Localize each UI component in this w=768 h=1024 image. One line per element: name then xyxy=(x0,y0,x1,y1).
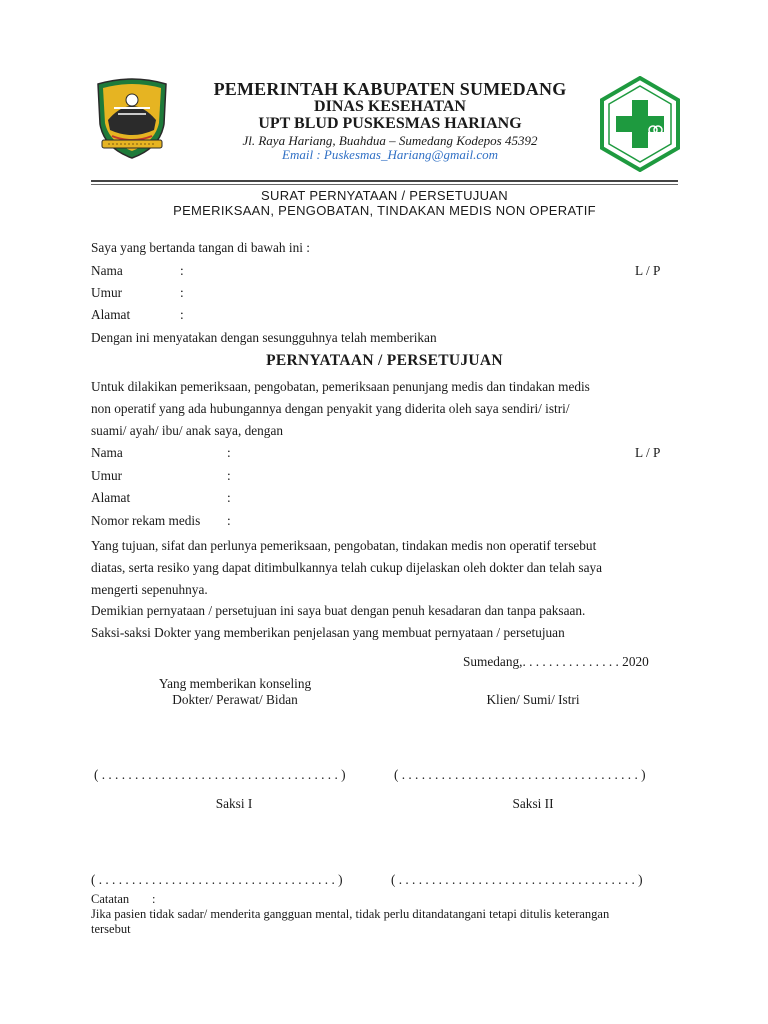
letterhead-email[interactable]: Email : Puskesmas_Hariang@gmail.com xyxy=(282,147,498,162)
counselor-roles: Dokter/ Perawat/ Bidan xyxy=(172,692,298,707)
statement-heading: PERNYATAAN / PERSETUJUAN xyxy=(266,352,503,369)
signer-address-label: Alamat xyxy=(91,307,131,322)
note-line-1: Jika pasien tidak sadar/ menderita gangguan mental, tidak perlu ditandatangani tetapi ditulis keterangan xyxy=(91,907,610,921)
patient-record-label: Nomor rekam medis xyxy=(91,513,201,528)
body-paragraph-1 xyxy=(91,376,678,442)
signer-age-label: Umur xyxy=(91,285,123,300)
counselor-signature-line[interactable]: ( . . . . . . . . . . . . . . . . . . . . . . . . . . . . . . . . . . . . ) xyxy=(94,767,346,782)
counselor-caption: Yang memberikan konseling xyxy=(158,676,312,691)
client-caption: Klien/ Sumi/ Istri xyxy=(486,692,580,707)
note-colon: : xyxy=(152,892,156,906)
patient-age-colon: : xyxy=(227,468,231,483)
signer-name-colon: : xyxy=(180,263,184,278)
patient-gender: L / P xyxy=(635,445,661,460)
witness-1-caption: Saksi I xyxy=(215,796,253,811)
doc-title-line1: SURAT PERNYATAAN / PERSETUJUAN xyxy=(261,188,508,203)
doc-title-line2: PEMERIKSAAN, PENGOBATAN, TINDAKAN MEDIS NON OPERATIF xyxy=(173,203,596,218)
header-rule-thick xyxy=(91,180,678,182)
body-paragraph-2 xyxy=(91,535,678,601)
client-signature-line[interactable]: ( . . . . . . . . . . . . . . . . . . . . . . . . . . . . . . . . . . . . ) xyxy=(394,767,646,782)
patient-name-colon: : xyxy=(227,445,231,460)
statement-text: Dengan ini menyatakan dengan sesungguhnya telah memberikan xyxy=(91,330,437,345)
body2-line: Yang tujuan, sifat dan perlunya pemeriksaan, pengobatan, tindakan medis non operatif tersebut xyxy=(91,538,597,553)
signer-gender: L / P xyxy=(635,263,661,278)
patient-address-colon: : xyxy=(227,490,231,505)
patient-address-label: Alamat xyxy=(91,490,131,505)
puskesmas-cross-icon xyxy=(598,76,682,172)
place-date: Sumedang,. . . . . . . . . . . . . . . 2020 xyxy=(463,654,649,669)
witness-2-caption: Saksi II xyxy=(512,796,554,811)
body1-line: non operatif yang ada hubungannya dengan penyakit yang diderita oleh saya sendiri/ istri/ xyxy=(91,401,570,416)
header-rule-thin xyxy=(91,184,678,185)
body2-line: diatas, serta resiko yang dapat ditimbulkannya telah cukup dijelaskan oleh dokter dan telah saya xyxy=(91,560,603,575)
intro-text: Saya yang bertanda tangan di bawah ini : xyxy=(91,240,310,255)
witness-note: Saksi-saksi Dokter yang memberikan penjelasan yang membuat pernyataan / persetujuan xyxy=(91,625,565,640)
note-label: Catatan xyxy=(91,892,130,906)
witness-2-signature-line[interactable]: ( . . . . . . . . . . . . . . . . . . . . . . . . . . . . . . . . . . . . ) xyxy=(391,872,643,887)
letterhead-department: DINAS KESEHATAN xyxy=(314,98,466,115)
signer-age-colon: : xyxy=(180,285,184,300)
signer-address-colon: : xyxy=(180,307,184,322)
letterhead-government: PEMERINTAH KABUPATEN SUMEDANG xyxy=(213,79,567,99)
body1-line: suami/ ayah/ ibu/ anak saya, dengan xyxy=(91,423,284,438)
witness-1-signature-line[interactable]: ( . . . . . . . . . . . . . . . . . . . . . . . . . . . . . . . . . . . . ) xyxy=(91,872,343,887)
patient-name-label: Nama xyxy=(91,445,123,460)
patient-age-label: Umur xyxy=(91,468,123,483)
signer-name-label: Nama xyxy=(91,263,123,278)
closing-text: Demikian pernyataan / persetujuan ini saya buat dengan penuh kesadaran dan tanpa paksaan. xyxy=(91,603,586,618)
letterhead-unit: UPT BLUD PUSKESMAS HARIANG xyxy=(258,115,522,132)
note-line-2: tersebut xyxy=(91,922,131,936)
body1-line: Untuk dilakikan pemeriksaan, pengobatan, pemeriksaan penunjang medis dan tindakan medis xyxy=(91,379,590,394)
patient-record-colon: : xyxy=(227,513,231,528)
sumedang-crest-icon xyxy=(94,78,170,162)
body2-line: mengerti sepenuhnya. xyxy=(91,582,208,597)
letterhead-address: Jl. Raya Hariang, Buahdua – Sumedang Kodepos 45392 xyxy=(242,133,538,148)
